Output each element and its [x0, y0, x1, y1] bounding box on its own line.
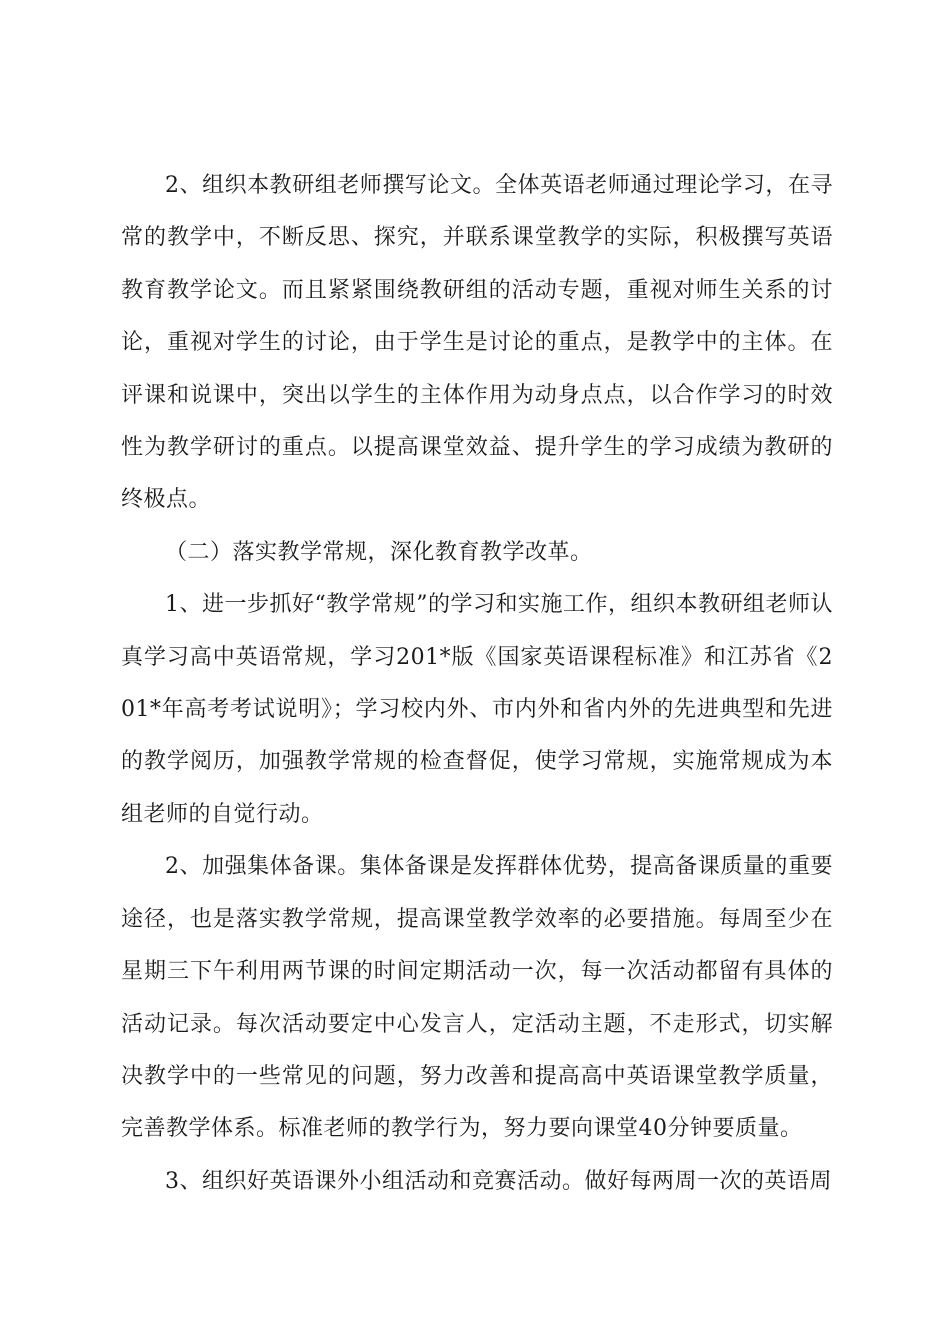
- paragraph-thesis-writing: 2、组织本教研组老师撰写论文。全体英语老师通过理论学习，在寻常的教学中，不断反思、探究，并联系课堂教学的实际，积极撰写英语教育教学论文。而且紧紧围绕教研组的活动专题，重视对师生关系的讨论，重视对学生的讨论，由于学生是讨论的重点，是教学中的主体。在评课和说课中，突出以学生的主体作用为动身点点，以合作学习的时效性为教学研讨的重点。以提高课堂效益、提升学生的学习成绩为教研的终极点。: [121, 173, 833, 513]
- paragraph-teaching-routine-study: 1、进一步抓好“教学常规”的学习和实施工作，组织本教研组老师认真学习高中英语常规，学习201*版《国家英语课程标准》和江苏省《201*年高考考试说明》；学习校内外、市内外和省内外的先进典型和先进的教学阅历，加强教学常规的检查督促，使学习常规，实施常规成为本组老师的自觉行动。: [121, 592, 833, 827]
- section-heading-teaching-routine: （二）落实教学常规，深化教育教学改革。: [165, 539, 593, 565]
- document-body: [121, 160, 833, 1208]
- paragraph-extracurricular-activities: 3、组织好英语课外小组活动和竞赛活动。做好每两周一次的英语周: [165, 1168, 832, 1194]
- paragraph-collective-lesson-prep: 2、加强集体备课。集体备课是发挥群体优势，提高备课质量的重要途径，也是落实教学常规，提高课堂教学效率的必要措施。每周至少在星期三下午利用两节课的时间定期活动一次，每一次活动都留有具体的活动记录。每次活动要定中心发言人，定活动主题，不走形式，切实解决教学中的一些常见的问题，努力改善和提高高中英语课堂教学质量，完善教学体系。标准老师的教学行为，努力要向课堂40分钟要质量。: [121, 854, 833, 1142]
